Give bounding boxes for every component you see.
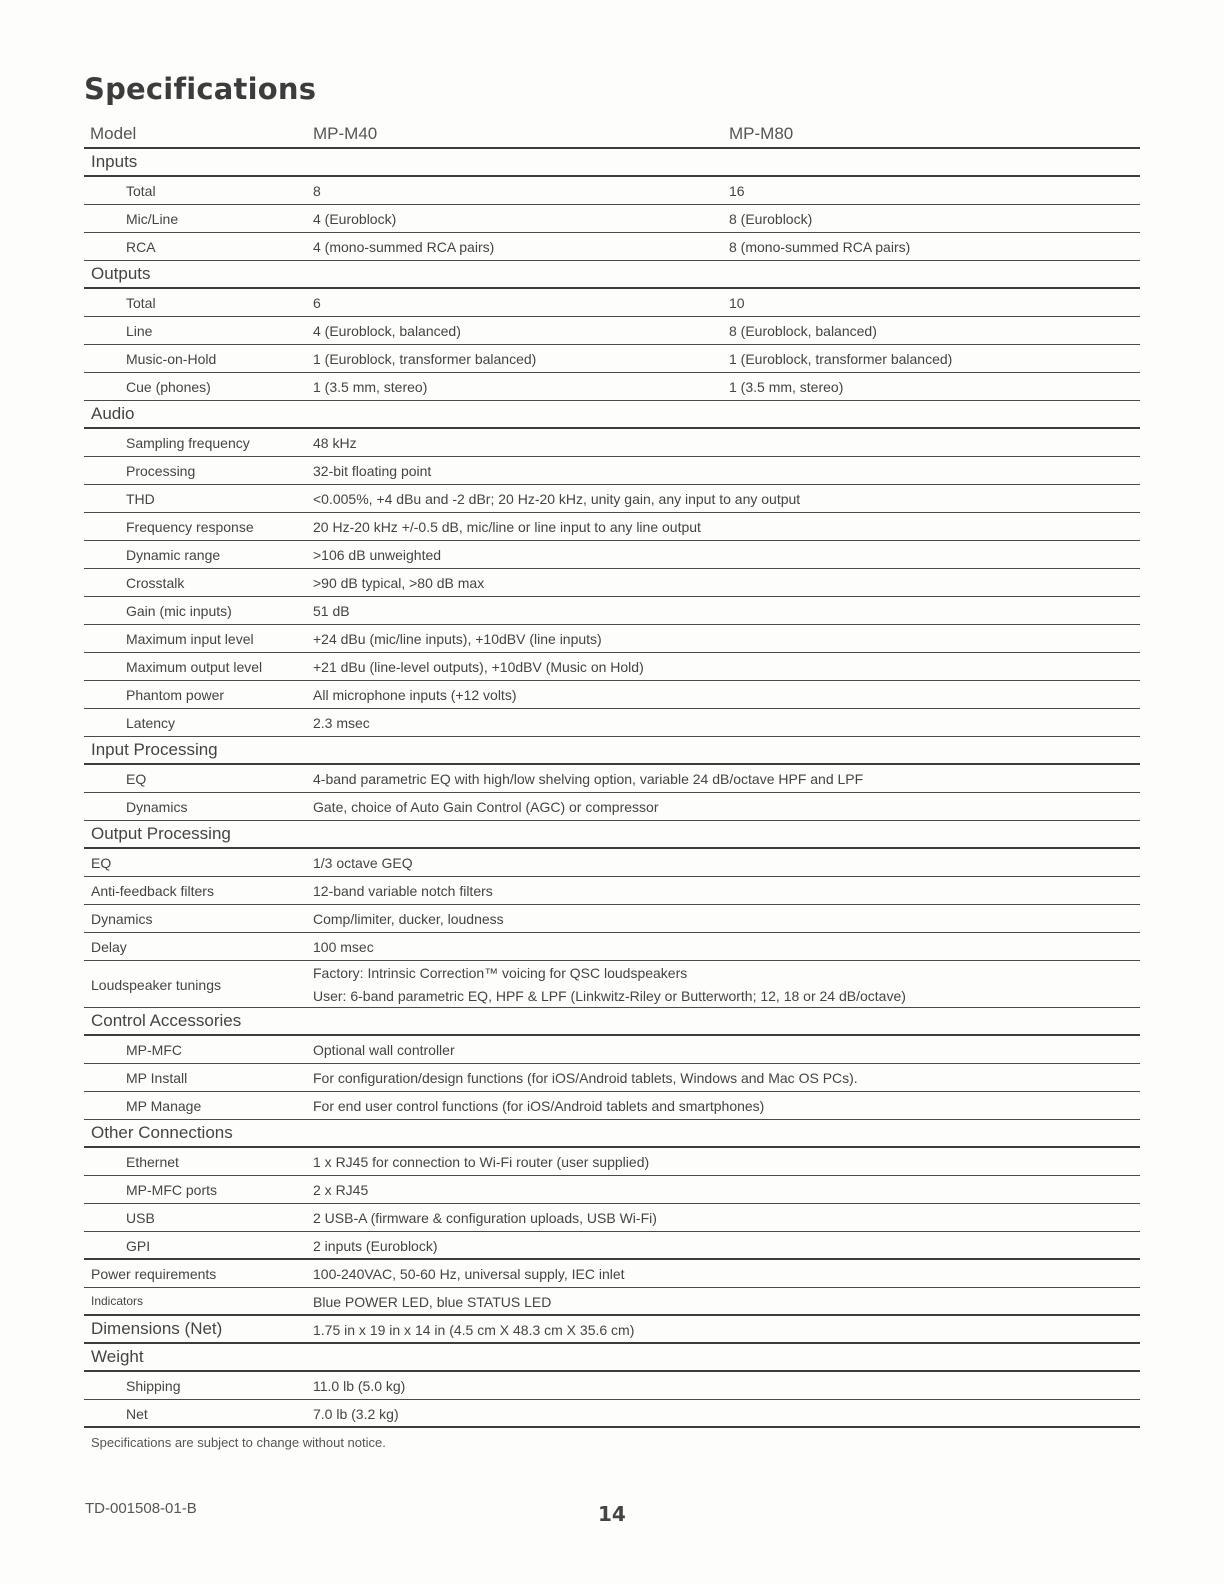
table-row (84, 597, 1140, 625)
table-row (84, 205, 1140, 233)
table-row (84, 709, 1140, 737)
row-value-mp-m40: 4 (mono-summed RCA pairs) (313, 239, 495, 255)
row-value-mp-m80: 1 (Euroblock, transformer balanced) (729, 351, 953, 367)
row-value-mp-m80: 10 (729, 295, 745, 311)
row-label: Ethernet (126, 1154, 179, 1170)
section-label: Dimensions (Net) (91, 1319, 223, 1338)
row-label: Phantom power (126, 687, 225, 703)
row-value-mp-m40: 8 (313, 183, 321, 199)
section-label: Control Accessories (91, 1011, 242, 1030)
table-row (84, 317, 1140, 345)
row-label: Dynamics (126, 799, 188, 815)
table-row (84, 877, 1140, 905)
row-value-mp-m40: >106 dB unweighted (313, 547, 442, 563)
row-label: Music-on-Hold (126, 351, 217, 367)
section-row (84, 261, 1140, 289)
document-number: TD-001508-01-B (85, 1500, 197, 1517)
section-row (84, 1120, 1140, 1148)
table-row (84, 541, 1140, 569)
table-row (84, 289, 1140, 317)
table-row (84, 429, 1140, 457)
row-value-mp-m40: 1/3 octave GEQ (313, 855, 413, 871)
section-label: Weight (91, 1347, 144, 1366)
row-label: Crosstalk (126, 575, 185, 591)
row-value-mp-m40: +24 dBu (mic/line inputs), +10dBV (line inputs) (313, 631, 602, 647)
row-label: Power requirements (91, 1266, 217, 1282)
row-value-mp-m40: 1 (3.5 mm, stereo) (313, 379, 428, 395)
table-header-row (84, 120, 1140, 149)
row-value-mp-m40: 2.3 msec (313, 715, 370, 731)
row-label: Delay (91, 939, 127, 955)
row-label: Dynamics (91, 911, 153, 927)
row-value-mp-m40: 2 x RJ45 (313, 1182, 369, 1198)
row-label: EQ (126, 771, 147, 787)
row-value-mp-m80: 8 (mono-summed RCA pairs) (729, 239, 911, 255)
table-row (84, 933, 1140, 961)
table-row (84, 1260, 1140, 1288)
table-row (84, 233, 1140, 261)
table-row (84, 905, 1140, 933)
row-value-mp-m40: 2 inputs (Euroblock) (313, 1238, 438, 1254)
table-row (84, 1204, 1140, 1232)
table-row (84, 1148, 1140, 1176)
section-label: Audio (91, 404, 135, 423)
table-row (84, 373, 1140, 401)
row-value-mp-m40: 100 msec (313, 939, 374, 955)
row-value-mp-m40: All microphone inputs (+12 volts) (313, 687, 517, 703)
spec-rows (84, 149, 1140, 1428)
row-label: Gain (mic inputs) (126, 603, 232, 619)
table-row (84, 1064, 1140, 1092)
table-row (84, 485, 1140, 513)
row-label: Anti-feedback filters (91, 883, 214, 899)
row-label: Line (126, 323, 153, 339)
section-value: 1.75 in x 19 in x 14 in (4.5 cm X 48.3 cm X 35.6 cm) (313, 1322, 635, 1338)
table-row (84, 765, 1140, 793)
row-value-line-1: Factory: Intrinsic Correction™ voicing for QSC loudspeakers (313, 965, 688, 981)
table-row (84, 457, 1140, 485)
row-value-mp-m40: 48 kHz (313, 435, 357, 451)
row-label: Frequency response (126, 519, 254, 535)
header-mp-m80: MP-M80 (729, 124, 794, 143)
section-row (84, 1316, 1140, 1344)
table-row (84, 569, 1140, 597)
section-row (84, 149, 1140, 177)
table-row (84, 681, 1140, 709)
page-number: 14 (598, 1502, 626, 1526)
row-label: Latency (126, 715, 176, 731)
row-label: Shipping (126, 1378, 181, 1394)
row-value-mp-m40: 6 (313, 295, 321, 311)
row-value-line-2: User: 6-band parametric EQ, HPF & LPF (Linkwitz-Riley or Butterworth; 12, 18 or 24 dB/octave) (313, 988, 906, 1004)
row-label: MP Manage (126, 1098, 202, 1114)
table-row (84, 1036, 1140, 1064)
table-row (84, 1400, 1140, 1428)
section-label: Inputs (91, 152, 138, 171)
row-value-mp-m40: 4-band parametric EQ with high/low shelving option, variable 24 dB/octave HPF and LPF (313, 771, 864, 787)
row-value-mp-m40: 32-bit floating point (313, 463, 432, 479)
row-label: USB (126, 1210, 155, 1226)
row-label: THD (126, 491, 155, 507)
table-row (84, 1176, 1140, 1204)
row-label: MP Install (126, 1070, 188, 1086)
row-value-mp-m80: 8 (Euroblock) (729, 211, 813, 227)
section-label: Input Processing (91, 740, 218, 759)
footnote: Specifications are subject to change without notice. (91, 1435, 386, 1450)
row-value-mp-m40: 7.0 lb (3.2 kg) (313, 1406, 399, 1422)
section-label: Outputs (91, 264, 151, 283)
header-model-label: Model (90, 124, 137, 143)
row-label: MP-MFC ports (126, 1182, 217, 1198)
row-value-mp-m40: <0.005%, +4 dBu and -2 dBr; 20 Hz-20 kHz, unity gain, any input to any output (313, 491, 801, 507)
row-value-mp-m40: Comp/limiter, ducker, loudness (313, 911, 504, 927)
row-value-mp-m40: For configuration/design functions (for iOS/Android tablets, Windows and Mac OS PCs). (313, 1070, 858, 1086)
row-value-mp-m40: For end user control functions (for iOS/Android tablets and smartphones) (313, 1098, 765, 1114)
table-row (84, 793, 1140, 821)
row-value-mp-m40: 1 x RJ45 for connection to Wi-Fi router (user supplied) (313, 1154, 650, 1170)
row-label: EQ (91, 855, 112, 871)
section-row (84, 737, 1140, 765)
row-label: Maximum output level (126, 659, 263, 675)
row-value-mp-m40: 12-band variable notch filters (313, 883, 493, 899)
table-row (84, 1372, 1140, 1400)
row-label: Total (126, 295, 156, 311)
row-value-mp-m80: 1 (3.5 mm, stereo) (729, 379, 844, 395)
section-row (84, 1344, 1140, 1372)
table-row (84, 513, 1140, 541)
row-value-mp-m40: +21 dBu (line-level outputs), +10dBV (Music on Hold) (313, 659, 644, 675)
row-value-mp-m80: 16 (729, 183, 745, 199)
section-row (84, 401, 1140, 429)
row-value-mp-m40: 20 Hz-20 kHz +/-0.5 dB, mic/line or line input to any line output (313, 519, 701, 535)
table-row (84, 177, 1140, 205)
row-value-mp-m40: Gate, choice of Auto Gain Control (AGC) or compressor (313, 799, 659, 815)
row-label: Loudspeaker tunings (91, 977, 221, 993)
row-label: Total (126, 183, 156, 199)
row-value-mp-m40: 2 USB-A (firmware & configuration uploads, USB Wi-Fi) (313, 1210, 657, 1226)
spec-table (84, 120, 1140, 1428)
table-row (84, 1092, 1140, 1120)
row-label: Dynamic range (126, 547, 221, 563)
row-label: Net (126, 1406, 148, 1422)
table-row (84, 1288, 1140, 1316)
table-row (84, 653, 1140, 681)
section-row (84, 821, 1140, 849)
row-value-mp-m40: >90 dB typical, >80 dB max (313, 575, 485, 591)
header-mp-m40: MP-M40 (313, 124, 378, 143)
row-value-mp-m80: 8 (Euroblock, balanced) (729, 323, 877, 339)
table-row (84, 1232, 1140, 1260)
row-label: GPI (126, 1238, 151, 1254)
row-label: Sampling frequency (126, 435, 250, 451)
row-label: Maximum input level (126, 631, 254, 647)
section-label: Output Processing (91, 824, 231, 843)
row-value-mp-m40: 51 dB (313, 603, 350, 619)
table-row (84, 961, 1140, 1008)
table-row (84, 849, 1140, 877)
section-row (84, 1008, 1140, 1036)
row-value-mp-m40: 1 (Euroblock, transformer balanced) (313, 351, 537, 367)
row-label: RCA (126, 239, 156, 255)
row-value-mp-m40: 11.0 lb (5.0 kg) (313, 1378, 406, 1394)
row-value-mp-m40: Optional wall controller (313, 1042, 455, 1058)
row-value-mp-m40: Blue POWER LED, blue STATUS LED (313, 1294, 552, 1310)
page-title: Specifications (84, 72, 317, 106)
row-value-mp-m40: 100-240VAC, 50-60 Hz, universal supply, IEC inlet (313, 1266, 625, 1282)
row-value-mp-m40: 4 (Euroblock, balanced) (313, 323, 461, 339)
table-row (84, 345, 1140, 373)
row-label: Cue (phones) (126, 379, 211, 395)
row-label: Processing (126, 463, 196, 479)
row-label: Mic/Line (126, 211, 179, 227)
row-label: MP-MFC (126, 1042, 182, 1058)
section-label: Other Connections (91, 1123, 233, 1142)
row-label: Indicators (91, 1294, 144, 1308)
table-row (84, 625, 1140, 653)
row-value-mp-m40: 4 (Euroblock) (313, 211, 397, 227)
